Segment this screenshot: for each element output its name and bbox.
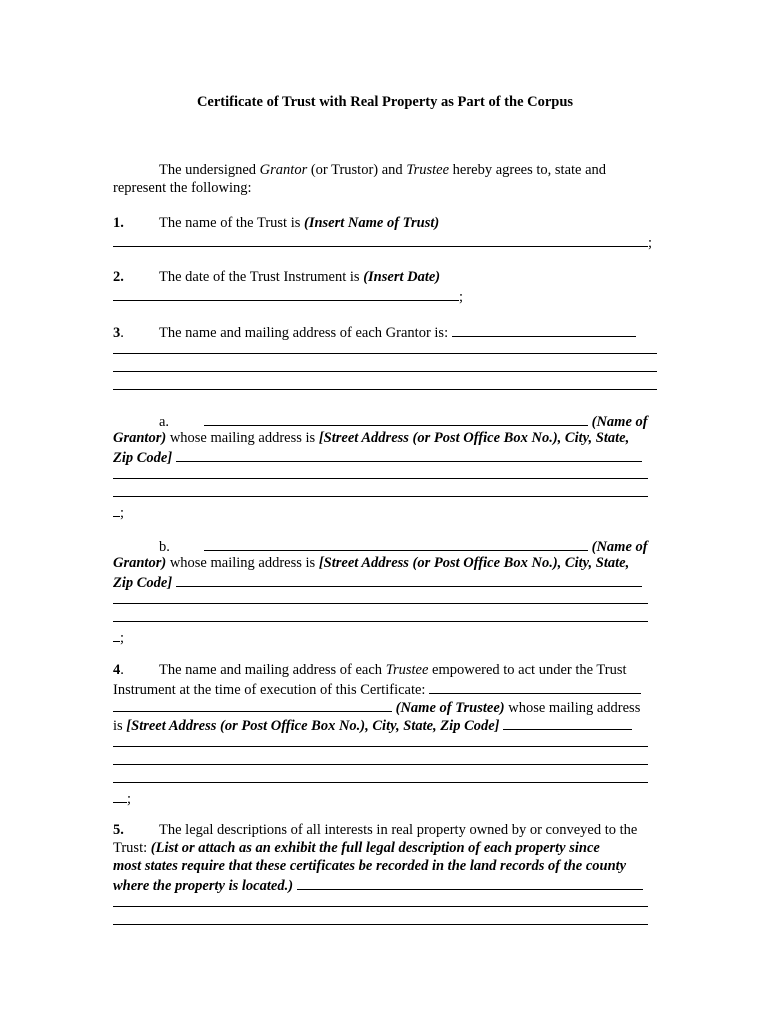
- section-4-end: ;: [127, 791, 132, 807]
- section-2-text: The date of the Trust Instrument is: [159, 269, 364, 285]
- section-4-line-2-text: Instrument at the time of execution of this Certificate:: [113, 682, 426, 698]
- section-4-text: empowered to act under the Trust: [428, 662, 627, 678]
- property-description-line-1[interactable]: [113, 906, 648, 907]
- section-4-number: 4: [113, 662, 121, 678]
- section-4-line-2: [113, 679, 641, 699]
- grantor-a-end: ;: [120, 505, 125, 521]
- grantor-a-zip-hint: Zip Code]: [113, 450, 173, 466]
- section-2-hint: (Insert Date): [363, 269, 441, 285]
- section-5-text: The legal descriptions of all interests in real property owned by or conveyed to the: [159, 822, 638, 838]
- section-5-heading: [113, 821, 637, 839]
- grantor-b-name-hint: (Name of: [591, 539, 648, 555]
- grantor-a-line-1: [159, 411, 648, 431]
- grantor-b-line-2: [113, 554, 629, 572]
- grantor-address-line-1[interactable]: [113, 353, 657, 354]
- grantor-b-label: b.: [159, 539, 170, 555]
- section-3-number: 3: [113, 325, 121, 341]
- trustee-address-line-1[interactable]: [113, 746, 648, 747]
- section-1-hint: (Insert Name of Trust): [304, 215, 440, 231]
- intro-text: (or Trustor) and: [307, 162, 407, 178]
- grantor-b-end-field[interactable]: [113, 627, 120, 642]
- property-description-field[interactable]: [297, 875, 643, 890]
- property-description-line-2[interactable]: [113, 924, 648, 925]
- section-1-number: 1.: [113, 215, 124, 231]
- grantor-b-address-line-1[interactable]: [113, 603, 648, 604]
- section-2-heading: [113, 268, 440, 286]
- grantor-b-line-3: [113, 572, 642, 592]
- section-5-trust: Trust:: [113, 840, 151, 856]
- grantor-b-line-1: [159, 536, 648, 556]
- section-2-number: 2.: [113, 269, 124, 285]
- trustee-name-field[interactable]: [113, 697, 392, 712]
- section-4-trustee: Trustee: [385, 662, 429, 678]
- grantor-a-name-field[interactable]: [204, 411, 588, 426]
- trustee-address-field[interactable]: [503, 715, 632, 730]
- grantor-b-address-field[interactable]: [176, 572, 642, 587]
- grantor-a-mid: whose mailing address is: [166, 430, 319, 446]
- grantor-a-label: a.: [159, 414, 170, 430]
- section-4-trustee-hint: (Name of Trustee): [395, 700, 505, 716]
- section-5-line-2: [113, 839, 600, 857]
- trustee-end-field[interactable]: [113, 788, 127, 803]
- section-4-heading: [113, 661, 627, 679]
- section-5-number: 5.: [113, 822, 124, 838]
- grantor-a-grantor-hint: Grantor): [113, 430, 167, 446]
- section-3-text: The name and mailing address of each Grantor is:: [159, 325, 449, 341]
- section-4-text: whose mailing address: [504, 700, 641, 716]
- section-4-text: The name and mailing address of each: [159, 662, 386, 678]
- grantor-a-end-line: [113, 502, 124, 522]
- grantor-address-line-2[interactable]: [113, 371, 657, 372]
- grantor-b-address-hint: [Street Address (or Post Office Box No.), City, State,: [318, 555, 630, 571]
- intro-text: hereby agrees to, state and: [449, 162, 607, 178]
- section-4-is: is: [113, 718, 127, 734]
- grantor-a-end-field[interactable]: [113, 502, 120, 517]
- trust-name-field[interactable]: [113, 232, 648, 247]
- grantor-b-address-line-2[interactable]: [113, 621, 648, 622]
- grantor-a-line-2: [113, 429, 629, 447]
- grantor-b-end: ;: [120, 630, 125, 646]
- section-2-end: ;: [459, 289, 464, 305]
- section-3-dot: .: [120, 325, 124, 341]
- grantor-b-name-field[interactable]: [204, 536, 588, 551]
- section-4-line-3: [113, 697, 640, 717]
- trust-date-field[interactable]: [113, 286, 459, 301]
- intro-trustee: Trustee: [406, 162, 450, 178]
- section-4-address-hint: [Street Address (or Post Office Box No.), City, State, Zip Code]: [126, 718, 500, 734]
- section-1-text: The name of the Trust is: [159, 215, 304, 231]
- grantor-a-name-hint: (Name of: [591, 414, 648, 430]
- document-title: Certificate of Trust with Real Property as Part of the Corpus: [196, 94, 574, 110]
- section-5-hint-1: (List or attach as an exhibit the full legal description of each property since: [150, 840, 600, 856]
- grantor-b-zip-hint: Zip Code]: [113, 575, 173, 591]
- trustee-address-line-2[interactable]: [113, 764, 648, 765]
- grantor-address-line-3[interactable]: [113, 389, 657, 390]
- grantor-address-field[interactable]: [452, 322, 636, 337]
- section-4-line-4: [113, 715, 632, 735]
- section-4-end-line: [113, 788, 131, 808]
- grantor-b-mid: whose mailing address is: [166, 555, 319, 571]
- section-1-end: ;: [648, 235, 653, 251]
- grantor-a-address-line-1[interactable]: [113, 478, 648, 479]
- trustee-field-1[interactable]: [429, 679, 641, 694]
- section-2-blank-line: [113, 286, 463, 306]
- grantor-a-address-field[interactable]: [176, 447, 642, 462]
- grantor-b-grantor-hint: Grantor): [113, 555, 167, 571]
- section-5-hint-3: where the property is located.): [113, 878, 294, 894]
- grantor-a-line-3: [113, 447, 642, 467]
- section-1-blank-line: [113, 232, 652, 252]
- section-5-hint-2: most states require that these certificates be recorded in the land records of the county: [113, 858, 627, 874]
- intro-line-2: represent the following:: [113, 180, 252, 196]
- intro-grantor: Grantor: [259, 162, 308, 178]
- trustee-address-line-3[interactable]: [113, 782, 648, 783]
- grantor-a-address-hint: [Street Address (or Post Office Box No.), City, State,: [318, 430, 630, 446]
- section-4-dot: .: [120, 662, 124, 678]
- section-1-heading: [113, 214, 439, 232]
- section-3-heading: [113, 322, 636, 342]
- grantor-a-address-line-2[interactable]: [113, 496, 648, 497]
- intro-line-1: [159, 161, 606, 179]
- grantor-b-end-line: [113, 627, 124, 647]
- section-5-line-4: [113, 875, 643, 895]
- intro-text: The undersigned: [159, 162, 260, 178]
